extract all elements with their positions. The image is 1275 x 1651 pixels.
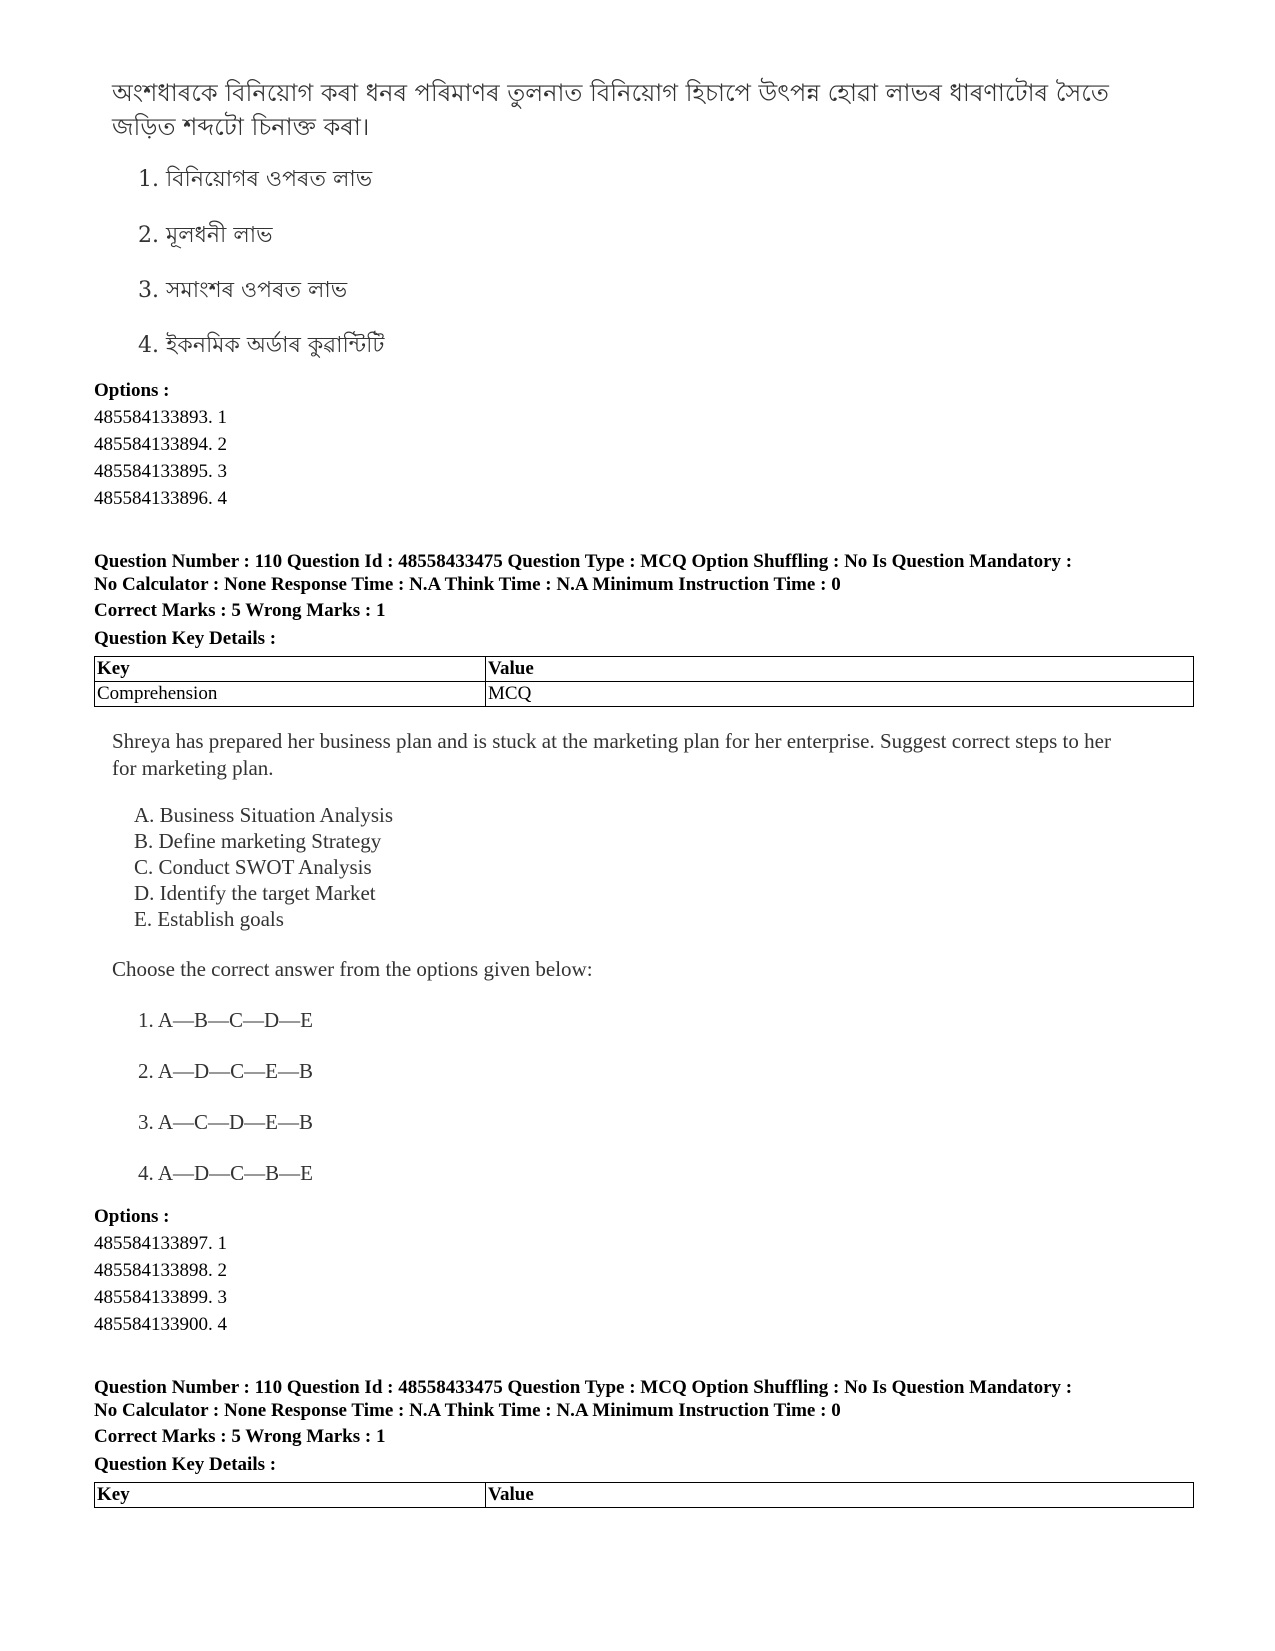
q2-item-e: E. Establish goals — [134, 907, 284, 931]
table-row — [95, 682, 1194, 707]
q2-choice-4: 4. A—D—C—B—E — [138, 1161, 314, 1185]
q3-marks: Correct Marks : 5 Wrong Marks : 1 — [94, 1426, 386, 1447]
table-cell-value: MCQ — [486, 682, 1194, 707]
q1-choice-3: 3. সমাংশৰ ওপৰত লাভ — [138, 278, 348, 303]
q2-choose-text: Choose the correct answer from the options given below: — [112, 957, 593, 981]
q2-item-d: D. Identify the target Market — [134, 881, 376, 905]
q1-option-4: 485584133896. 4 — [94, 488, 227, 509]
q2-marks: Correct Marks : 5 Wrong Marks : 1 — [94, 600, 386, 621]
table-row — [95, 657, 1194, 682]
q1-stem: অংশধাৰকে বিনিয়োগ কৰা ধনৰ পৰিমাণৰ তুলনাত বিনিয়োগ হিচাপে উৎপন্ন হোৱা লাভৰ ধাৰণাটোৰ সৈতে জড়িত শব্দটো চিনাক্ত কৰা। — [112, 79, 1109, 141]
table-header-value: Value — [486, 657, 1194, 682]
q1-choice-1: 1. বিনিয়োগৰ ওপৰত লাভ — [138, 167, 373, 192]
table-header-value: Value — [486, 1483, 1194, 1508]
table-cell-key: Comprehension — [95, 682, 486, 707]
q2-meta-line1: Question Number : 110 Question Id : 48558433475 Question Type : MCQ Option Shuffling : No Is Question Mandatory : — [94, 551, 1073, 572]
q2-meta-line2: No Calculator : None Response Time : N.A Think Time : N.A Minimum Instruction Time : 0 — [94, 574, 841, 595]
q2-options-label: Options : — [94, 1206, 170, 1227]
q1-option-2: 485584133894. 2 — [94, 434, 227, 455]
q1-choice-4: 4. ইকনমিক অৰ্ডাৰ কুৱান্টিটি — [138, 333, 385, 358]
q1-option-1: 485584133893. 1 — [94, 407, 227, 428]
q1-options-label: Options : — [94, 380, 170, 401]
table-row — [95, 1483, 1194, 1508]
q2-item-b: B. Define marketing Strategy — [134, 829, 382, 853]
q2-choice-2: 2. A—D—C—E—B — [138, 1059, 314, 1083]
q2-item-c: C. Conduct SWOT Analysis — [134, 855, 372, 879]
q2-item-a: A. Business Situation Analysis — [134, 803, 394, 827]
q1-choice-2: 2. মূলধনী লাভ — [138, 223, 273, 248]
q2-meta — [94, 550, 1194, 596]
q2-key-table — [94, 656, 1194, 707]
q2-option-1: 485584133897. 1 — [94, 1233, 227, 1254]
q2-option-3: 485584133899. 3 — [94, 1287, 227, 1308]
q3-meta — [94, 1376, 1194, 1422]
q2-option-2: 485584133898. 2 — [94, 1260, 227, 1281]
q3-key-details-label: Question Key Details : — [94, 1454, 277, 1475]
q2-stem: Shreya has prepared her business plan and is stuck at the marketing plan for her enterprise. Suggest correct steps to her for marketing plan. — [112, 729, 1111, 780]
q3-meta-line2: No Calculator : None Response Time : N.A Think Time : N.A Minimum Instruction Time : 0 — [94, 1400, 841, 1421]
q2-option-4: 485584133900. 4 — [94, 1314, 227, 1335]
q1-option-3: 485584133895. 3 — [94, 461, 227, 482]
q3-meta-line1: Question Number : 110 Question Id : 48558433475 Question Type : MCQ Option Shuffling : No Is Question Mandatory : — [94, 1377, 1073, 1398]
q3-key-table — [94, 1482, 1194, 1508]
q2-choice-3: 3. A—C—D—E—B — [138, 1110, 314, 1134]
table-header-key: Key — [95, 1483, 486, 1508]
table-header-key: Key — [95, 657, 486, 682]
q2-key-details-label: Question Key Details : — [94, 628, 277, 649]
q2-choice-1: 1. A—B—C—D—E — [138, 1008, 314, 1032]
